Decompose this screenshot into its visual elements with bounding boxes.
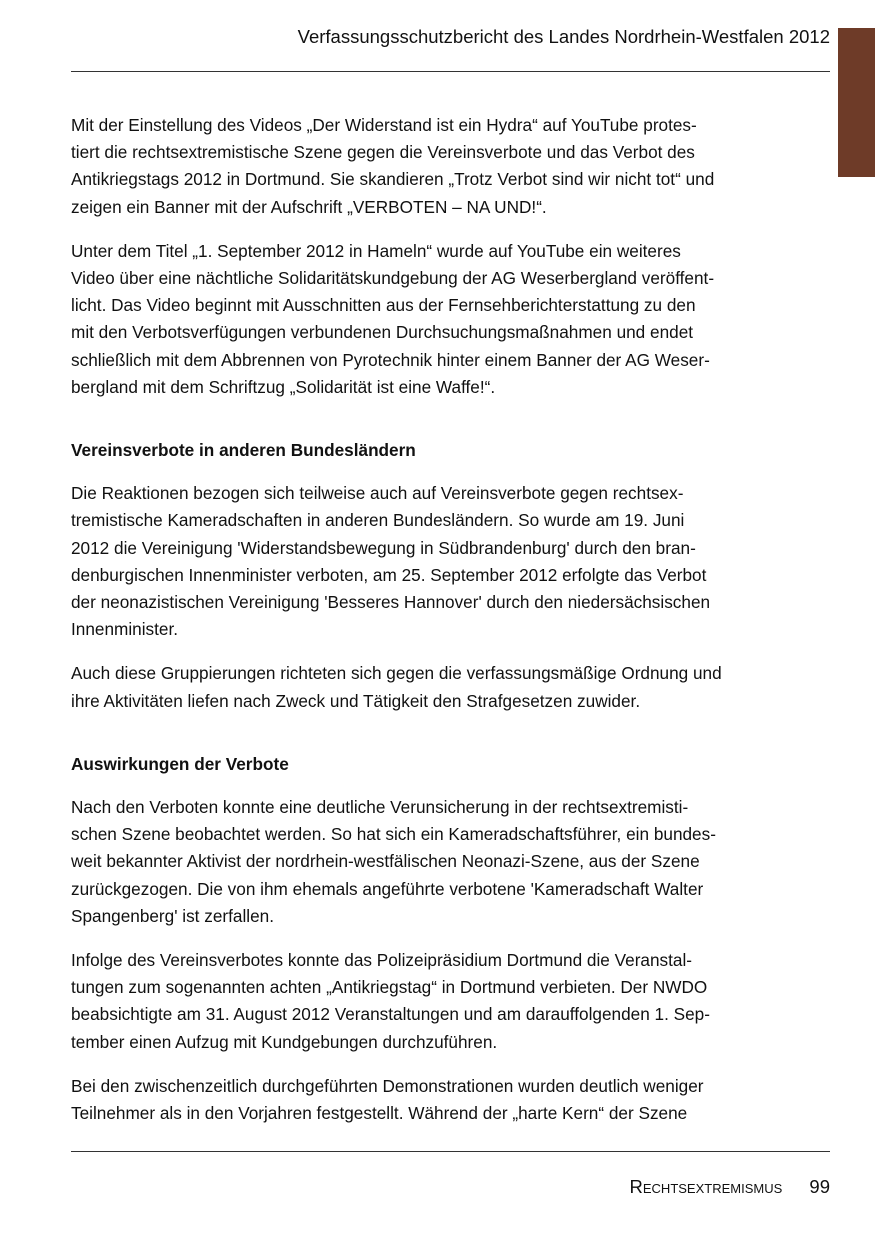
body-paragraph: [71, 480, 791, 643]
text-line: Die Reaktionen bezogen sich teilweise auch auf Vereinsverbote gegen rechtsex-: [71, 483, 684, 504]
body-paragraph: [71, 238, 791, 401]
text-line: schließlich mit dem Abbrennen von Pyrotechnik hinter einem Banner der AG Weser-: [71, 349, 710, 370]
body-paragraph: [71, 947, 791, 1056]
text-line: Auch diese Gruppierungen richteten sich gegen die verfassungsmäßige Ordnung und: [71, 663, 722, 684]
text-line: der neonazistischen Vereinigung 'Besseres Hannover' durch den niedersächsischen: [71, 592, 711, 613]
text-line: Antikriegstags 2012 in Dortmund. Sie skandieren „Trotz Verbot sind wir nicht tot“ und: [71, 169, 715, 190]
text-line: ihre Aktivitäten liefen nach Zweck und Tätigkeit den Strafgesetzen zuwider.: [71, 690, 641, 711]
text-line: Video über eine nächtliche Solidaritätskundgebung der AG Weserbergland veröffent-: [71, 268, 715, 289]
text-line: Unter dem Titel „1. September 2012 in Hameln“ wurde auf YouTube ein weiteres: [71, 240, 681, 261]
text-line: Teilnehmer als in den Vorjahren festgestellt. Während der „harte Kern“ der Szene: [71, 1103, 688, 1124]
header-rule: [71, 71, 830, 72]
body-paragraph: [71, 794, 791, 930]
section-heading: Auswirkungen der Verbote: [71, 753, 289, 774]
text-line: licht. Das Video beginnt mit Ausschnitten aus der Fernsehberichterstattung zu den: [71, 295, 696, 316]
text-line: Innenminister.: [71, 619, 179, 640]
text-line: tember einen Aufzug mit Kundgebungen durchzuführen.: [71, 1031, 498, 1052]
footer-rule: [71, 1151, 830, 1152]
text-line: tungen zum sogenannten achten „Antikriegstag“ in Dortmund verbieten. Der NWDO: [71, 977, 708, 998]
text-line: weit bekannter Aktivist der nordrhein-westfälischen Neonazi-Szene, aus der Szene: [71, 851, 700, 872]
body-paragraph: [71, 1073, 791, 1127]
text-line: zeigen ein Banner mit der Aufschrift „VERBOTEN – NA UND!“.: [71, 196, 547, 217]
body-paragraph: [71, 112, 791, 221]
text-line: Infolge des Vereinsverbotes konnte das Polizeipräsidium Dortmund die Veranstal-: [71, 950, 693, 971]
text-line: 2012 die Vereinigung 'Widerstandsbewegung in Südbrandenburg' durch den bran-: [71, 537, 696, 558]
text-line: bergland mit dem Schriftzug „Solidarität ist eine Waffe!“.: [71, 376, 496, 397]
text-line: beabsichtigte am 31. August 2012 Veranstaltungen und am darauffolgenden 1. Sep-: [71, 1004, 710, 1025]
text-line: Nach den Verboten konnte eine deutliche Verunsicherung in der rechtsextremisti-: [71, 797, 689, 818]
body-paragraph: [71, 660, 791, 714]
page-number: 99: [809, 1176, 830, 1197]
page-body: [71, 112, 791, 1144]
text-line: denburgischen Innenminister verboten, am 25. September 2012 erfolgte das Verbot: [71, 564, 707, 585]
text-line: mit den Verbotsverfügungen verbundenen Durchsuchungsmaßnahmen und endet: [71, 322, 694, 343]
text-line: schen Szene beobachtet werden. So hat sich ein Kameradschaftsführer, ein bundes-: [71, 824, 716, 845]
text-line: Bei den zwischenzeitlich durchgeführten Demonstrationen wurden deutlich weniger: [71, 1075, 704, 1096]
page-footer: [630, 1175, 830, 1199]
footer-section-title: Rechtsextremismus: [629, 1176, 783, 1197]
running-header: Verfassungsschutzbericht des Landes Nordrhein-Westfalen 2012: [297, 26, 830, 47]
text-line: Spangenberg' ist zerfallen.: [71, 905, 274, 926]
text-line: Mit der Einstellung des Videos „Der Widerstand ist ein Hydra“ auf YouTube protes-: [71, 115, 697, 135]
text-line: tiert die rechtsextremistische Szene gegen die Vereinsverbote und das Verbot des: [71, 142, 695, 163]
section-heading: Vereinsverbote in anderen Bundesländern: [71, 440, 416, 461]
text-line: tremistische Kameradschaften in anderen Bundesländern. So wurde am 19. Juni: [71, 510, 685, 531]
text-line: zurückgezogen. Die von ihm ehemals angeführte verbotene 'Kameradschaft Walter: [71, 878, 704, 899]
chapter-tab-marker: [838, 28, 875, 177]
